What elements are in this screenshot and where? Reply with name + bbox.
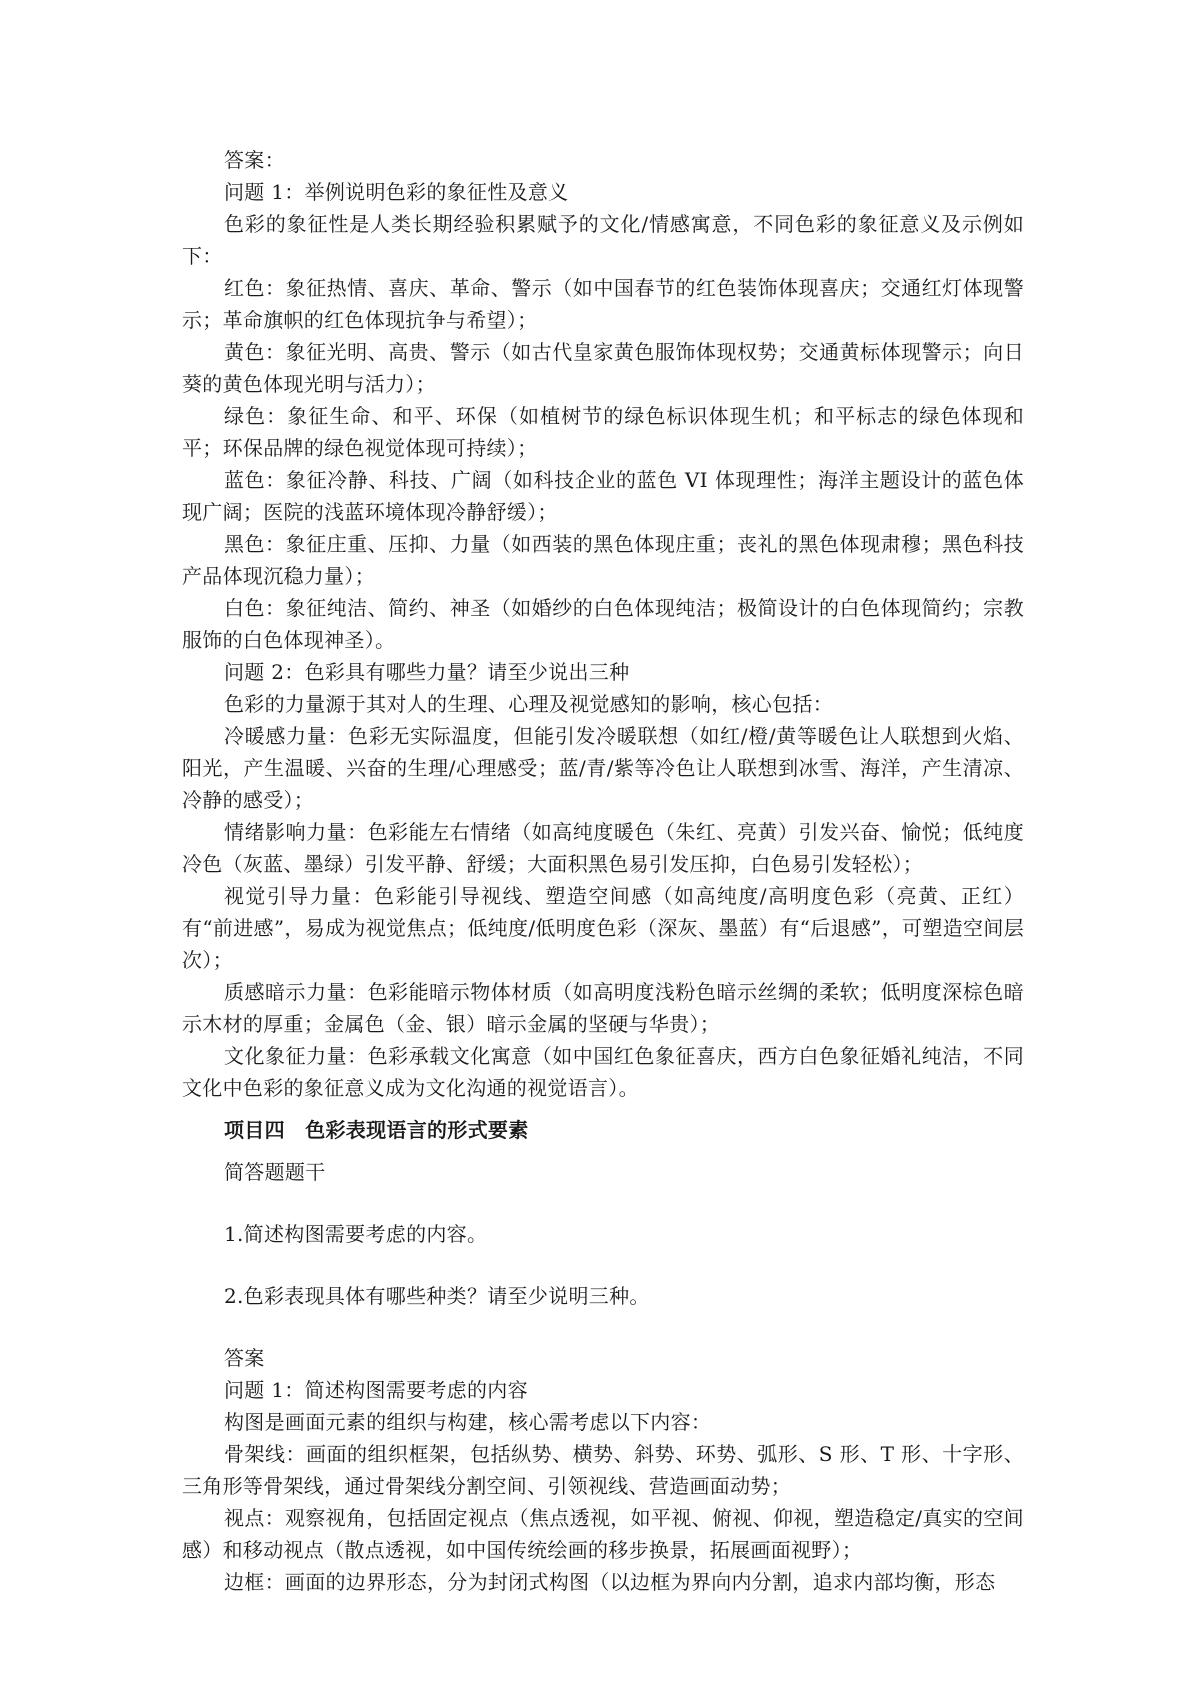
page-content	[182, 144, 1024, 1598]
color-black-paragraph: 黑色：象征庄重、压抑、力量（如西装的黑色体现庄重；丧礼的黑色体现肃穆；黑色科技产品体现沉稳力量）；	[182, 532, 1024, 588]
power-warm-cool-paragraph: 冷暖感力量：色彩无实际温度，但能引发冷暖联想（如红/橙/黄等暖色让人联想到火焰、阳光，产生温暖、兴奋的生理/心理感受；蓝/青/紫等冷色让人联想到冰雪、海洋，产生清凉、冷静的感受）；	[182, 724, 1024, 812]
color-green-paragraph: 绿色：象征生命、和平、环保（如植树节的绿色标识体现生机；和平标志的绿色体现和平；环保品牌的绿色视觉体现可持续）；	[182, 404, 1024, 460]
section-subtitle: 简答题题干	[224, 1160, 326, 1184]
question-1-heading: 问题 1：举例说明色彩的象征性及意义	[224, 180, 569, 204]
power-culture-paragraph: 文化象征力量：色彩承载文化寓意（如中国红色象征喜庆，西方白色象征婚礼纯洁，不同文化中色彩的象征意义成为文化沟通的视觉语言）。	[182, 1044, 1024, 1100]
section2-answer-label: 答案	[224, 1346, 265, 1370]
skeleton-line-paragraph: 骨架线：画面的组织框架，包括纵势、横势、斜势、环势、弧形、S 形、T 形、十字形、三角形等骨架线，通过骨架线分割空间、引领视线、营造画面动势；	[182, 1442, 1024, 1498]
section2-question-1-intro: 构图是画面元素的组织与构建，核心需考虑以下内容：	[224, 1410, 712, 1434]
short-question-2: 2.色彩表现具体有哪些种类？请至少说明三种。	[224, 1284, 650, 1308]
color-blue-paragraph: 蓝色：象征冷静、科技、广阔（如科技企业的蓝色 VI 体现理性；海洋主题设计的蓝色体现广阔；医院的浅蓝环境体现冷静舒缓）；	[182, 468, 1024, 524]
power-texture-paragraph: 质感暗示力量：色彩能暗示物体材质（如高明度浅粉色暗示丝绸的柔软；低明度深棕色暗示木材的厚重；金属色（金、银）暗示金属的坚硬与华贵）；	[182, 980, 1024, 1036]
question-2-intro: 色彩的力量源于其对人的生理、心理及视觉感知的影响，核心包括：	[224, 692, 833, 716]
color-red-paragraph: 红色：象征热情、喜庆、革命、警示（如中国春节的红色装饰体现喜庆；交通红灯体现警示；革命旗帜的红色体现抗争与希望）；	[182, 276, 1024, 332]
question-2-heading: 问题 2：色彩具有哪些力量？请至少说出三种	[224, 660, 630, 684]
viewpoint-paragraph: 视点：观察视角，包括固定视点（焦点透视，如平视、俯视、仰视，塑造稳定/真实的空间感）和移动视点（散点透视，如中国传统绘画的移步换景，拓展画面视野）；	[182, 1506, 1024, 1562]
answer-label: 答案：	[224, 148, 285, 172]
color-white-paragraph: 白色：象征纯洁、简约、神圣（如婚纱的白色体现纯洁；极简设计的白色体现简约；宗教服饰的白色体现神圣）。	[182, 596, 1024, 652]
frame-paragraph: 边框：画面的边界形态，分为封闭式构图（以边框为界向内分割，追求内部均衡，形态	[224, 1570, 996, 1594]
question-1-intro: 色彩的象征性是人类长期经验积累赋予的文化/情感寓意，不同色彩的象征意义及示例如下：	[182, 212, 1024, 268]
color-yellow-paragraph: 黄色：象征光明、高贵、警示（如古代皇家黄色服饰体现权势；交通黄标体现警示；向日葵的黄色体现光明与活力）；	[182, 340, 1024, 396]
section2-question-1-heading: 问题 1：简述构图需要考虑的内容	[224, 1378, 528, 1402]
power-visual-guide-paragraph: 视觉引导力量：色彩能引导视线、塑造空间感（如高纯度/高明度色彩（亮黄、正红）有“前进感”，易成为视觉焦点；低纯度/低明度色彩（深灰、墨蓝）有“后退感”，可塑造空间层次）；	[182, 884, 1024, 972]
power-emotion-paragraph: 情绪影响力量：色彩能左右情绪（如高纯度暖色（朱红、亮黄）引发兴奋、愉悦；低纯度冷色（灰蓝、墨绿）引发平静、舒缓；大面积黑色易引发压抑，白色易引发轻松）；	[182, 820, 1024, 876]
section-title: 项目四 色彩表现语言的形式要素	[224, 1118, 529, 1142]
short-question-1: 1.简述构图需要考虑的内容。	[224, 1222, 488, 1246]
